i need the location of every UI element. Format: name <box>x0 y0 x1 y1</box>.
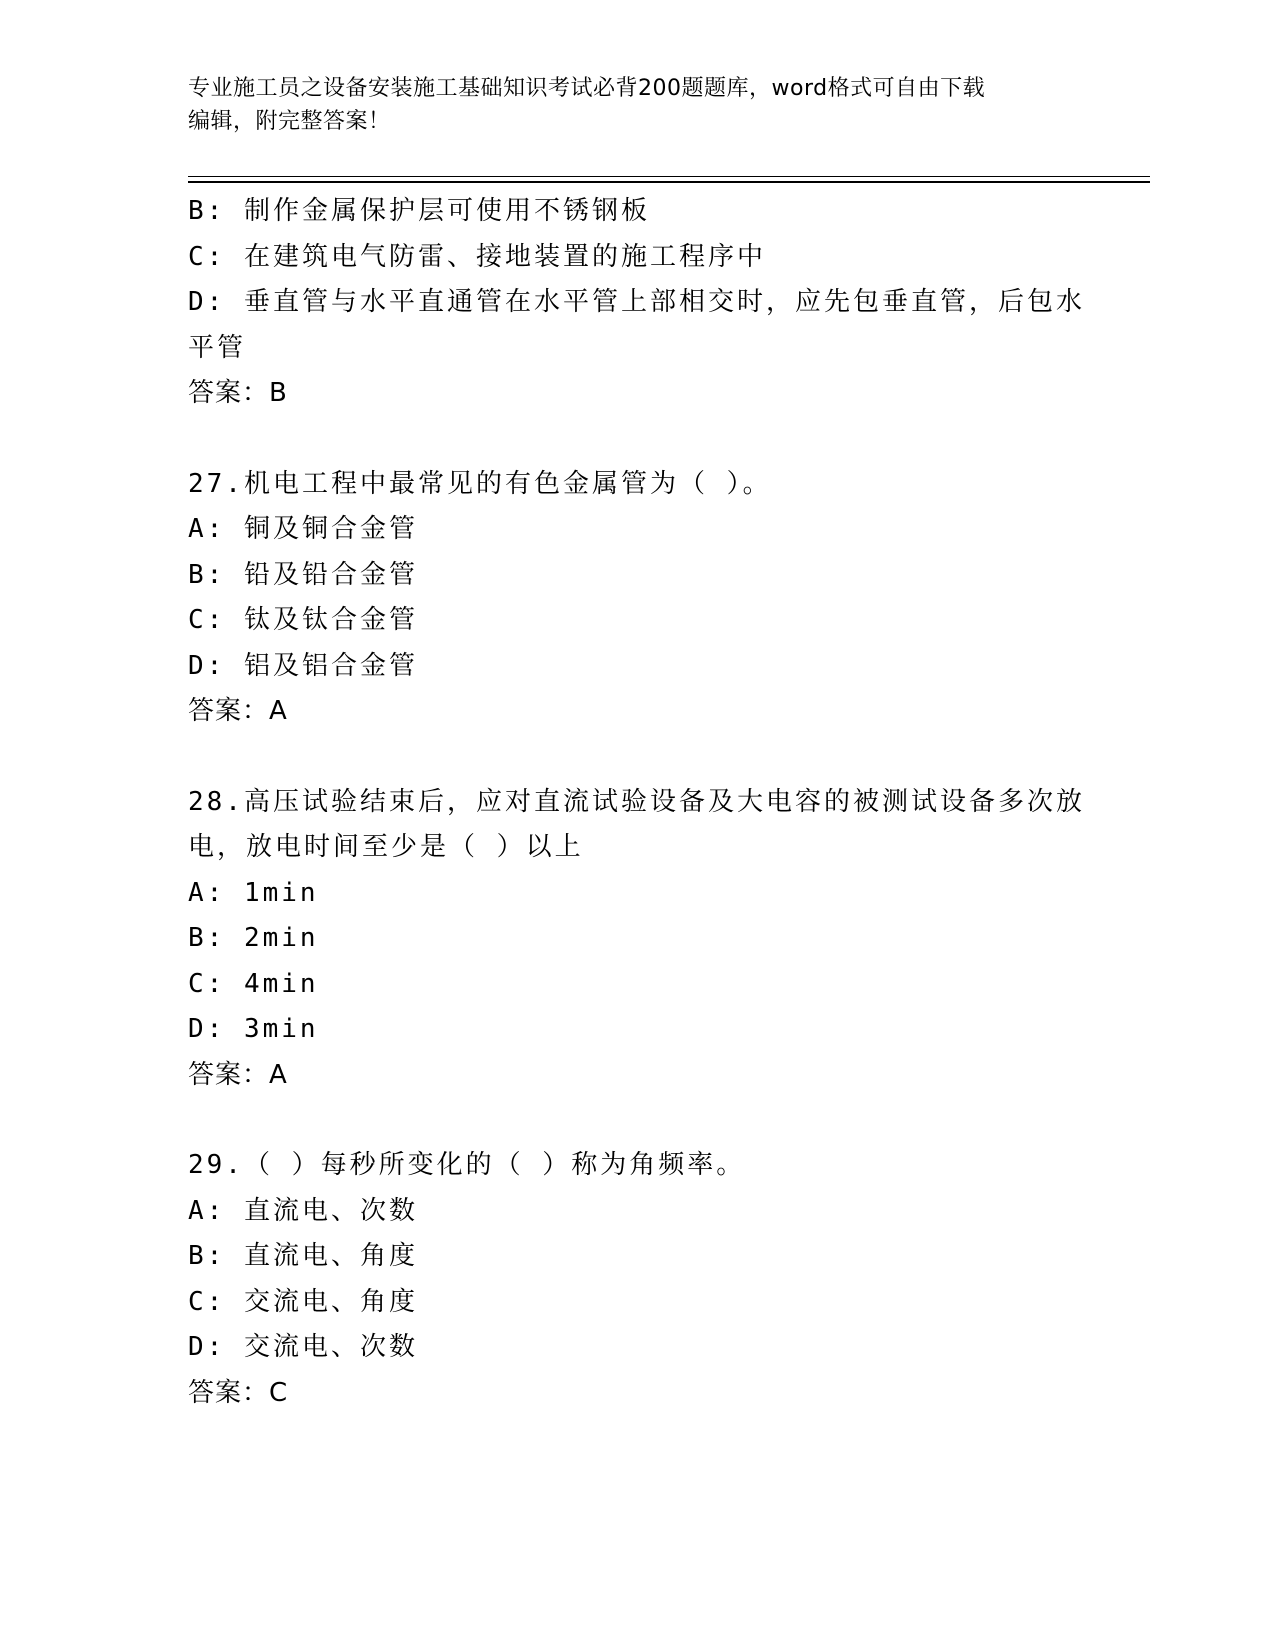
option-b: B: 铅及铅合金管 <box>188 559 418 590</box>
question-stem: 27.机电工程中最常见的有色金属管为（ ）。 <box>188 468 772 499</box>
option-a: A: 1min <box>188 877 319 908</box>
question-list <box>188 189 1088 1416</box>
option-a: A: 铜及铜合金管 <box>188 514 418 544</box>
header-divider-thick <box>188 181 1150 183</box>
answer: 答案：B <box>188 378 288 408</box>
question-stem-line-2: 电，放电时间至少是（ ）以上 <box>188 832 584 862</box>
option-c: C: 在建筑电气防雷、接地装置的施工程序中 <box>188 241 766 272</box>
option-d: D: 交流电、次数 <box>188 1332 418 1362</box>
option-d-line-2: 平管 <box>188 332 247 363</box>
answer: 答案：A <box>188 1059 288 1090</box>
option-a: A: 直流电、次数 <box>188 1195 418 1226</box>
option-b: B: 直流电、角度 <box>188 1241 418 1271</box>
option-b: B: 2min <box>188 923 319 953</box>
question-stem-line-1: 28.高压试验结束后，应对直流试验设备及大电容的被测试设备多次放 <box>188 786 1085 817</box>
option-c: C: 交流电、角度 <box>188 1286 418 1317</box>
previous-question-tail <box>188 189 1088 417</box>
header-title-line-1: 专业施工员之设备安装施工基础知识考试必背200题题库，word格式可自由下载 <box>188 76 986 101</box>
option-b: B: 制作金属保护层可使用不锈钢板 <box>188 196 650 226</box>
question-29 <box>188 1143 1088 1416</box>
header-title-line-2: 编辑，附完整答案！ <box>188 109 391 134</box>
answer: 答案：C <box>188 1377 289 1408</box>
option-d: D: 3min <box>188 1014 319 1044</box>
question-27 <box>188 462 1088 735</box>
answer: 答案：A <box>188 696 288 726</box>
document-header <box>188 72 1068 138</box>
option-c: C: 4min <box>188 968 319 999</box>
option-d-line-1: D: 垂直管与水平直通管在水平管上部相交时，应先包垂直管，后包水 <box>188 287 1085 317</box>
option-c: C: 钛及钛合金管 <box>188 605 418 635</box>
question-stem: 29.（ ）每秒所变化的（ ）称为角频率。 <box>188 1150 746 1180</box>
option-d: D: 铝及铝合金管 <box>188 650 418 681</box>
header-divider-thin <box>188 176 1150 177</box>
question-28 <box>188 780 1088 1099</box>
